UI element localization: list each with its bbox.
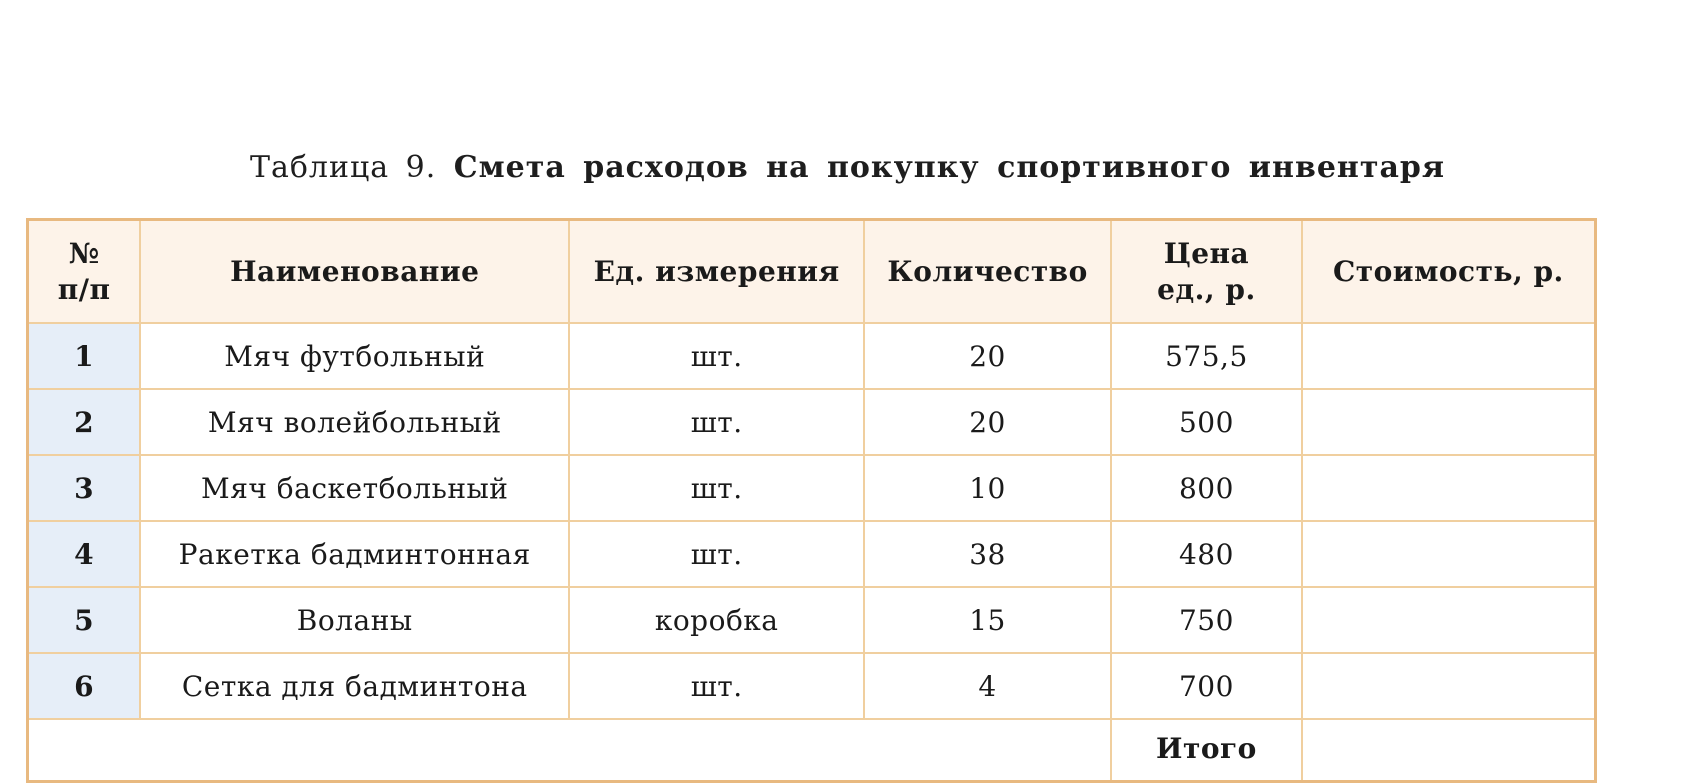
row-name: Воланы (140, 587, 569, 653)
row-name: Ракетка бадминтонная (140, 521, 569, 587)
table-header-row (28, 220, 1596, 324)
row-num: 5 (28, 587, 141, 653)
row-num: 4 (28, 521, 141, 587)
row-quantity: 38 (864, 521, 1111, 587)
row-price: 500 (1111, 389, 1302, 455)
row-num: 6 (28, 653, 141, 719)
row-cost (1302, 521, 1596, 587)
total-row (28, 719, 1596, 782)
table-row (28, 389, 1596, 455)
table-row (28, 521, 1596, 587)
table-row (28, 653, 1596, 719)
header-num-line1: № (68, 236, 100, 270)
table-row (28, 323, 1596, 389)
row-quantity: 10 (864, 455, 1111, 521)
header-price-line2: ед., р. (1157, 272, 1256, 306)
row-cost (1302, 455, 1596, 521)
row-cost (1302, 389, 1596, 455)
header-price (1111, 220, 1302, 324)
row-price: 750 (1111, 587, 1302, 653)
row-cost (1302, 653, 1596, 719)
row-price: 700 (1111, 653, 1302, 719)
row-unit: коробка (569, 587, 864, 653)
row-name: Сетка для бадминтона (140, 653, 569, 719)
header-price-line1: Цена (1163, 236, 1250, 270)
row-num: 1 (28, 323, 141, 389)
header-cost: Стоимость, р. (1302, 220, 1596, 324)
row-unit: шт. (569, 389, 864, 455)
row-name: Мяч футбольный (140, 323, 569, 389)
table-caption-title: Смета расходов на покупку спортивного инвентаря (453, 150, 1446, 185)
table-caption (0, 150, 1695, 185)
row-unit: шт. (569, 521, 864, 587)
total-row-blank (28, 719, 1112, 782)
header-name: Наименование (140, 220, 569, 324)
row-quantity: 20 (864, 389, 1111, 455)
row-cost (1302, 323, 1596, 389)
row-name: Мяч баскетбольный (140, 455, 569, 521)
row-quantity: 4 (864, 653, 1111, 719)
header-quantity: Количество (864, 220, 1111, 324)
row-quantity: 20 (864, 323, 1111, 389)
row-quantity: 15 (864, 587, 1111, 653)
row-num: 2 (28, 389, 141, 455)
row-price: 800 (1111, 455, 1302, 521)
estimate-table (26, 218, 1597, 783)
row-cost (1302, 587, 1596, 653)
row-price: 575,5 (1111, 323, 1302, 389)
header-unit: Ед. измерения (569, 220, 864, 324)
row-unit: шт. (569, 455, 864, 521)
table-row (28, 587, 1596, 653)
header-num (28, 220, 141, 324)
row-num: 3 (28, 455, 141, 521)
header-num-line2: п/п (57, 272, 111, 306)
row-name: Мяч волейбольный (140, 389, 569, 455)
row-price: 480 (1111, 521, 1302, 587)
table-row (28, 455, 1596, 521)
table-caption-label: Таблица 9. (249, 150, 437, 185)
row-unit: шт. (569, 323, 864, 389)
total-label: Итого (1156, 732, 1257, 765)
total-label-cell (1111, 719, 1302, 782)
row-unit: шт. (569, 653, 864, 719)
total-value (1302, 719, 1596, 782)
